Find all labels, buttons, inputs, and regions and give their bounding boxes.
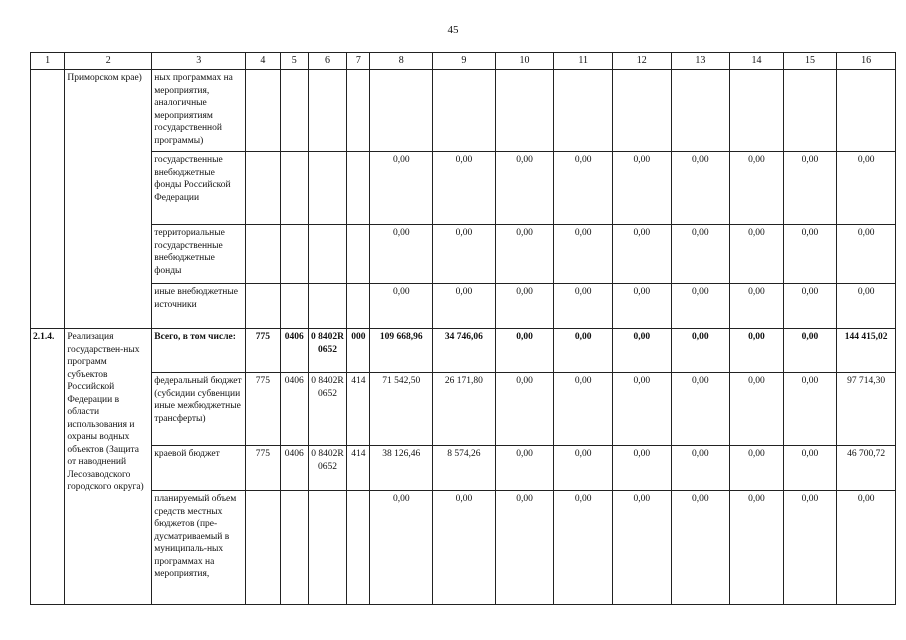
- header-cell: 2: [65, 53, 152, 70]
- header-row: [31, 53, 896, 70]
- header-cell: 13: [671, 53, 730, 70]
- value-cell: 0,00: [612, 491, 671, 605]
- code-cell: 775: [246, 446, 280, 491]
- header-cell: 16: [837, 53, 896, 70]
- code-cell: [308, 225, 346, 284]
- value-cell: 0,00: [671, 329, 730, 373]
- value-cell: 34 746,06: [433, 329, 496, 373]
- event-name-cell: Реализация государствен-ных программ субъектов Российской Федерации в области использования и охраны водных объектов (Защита от наводнений Лесозаводского городского округа): [65, 329, 152, 605]
- value-cell: 0,00: [612, 373, 671, 446]
- value-cell: 0,00: [495, 329, 554, 373]
- code-cell: [246, 70, 280, 152]
- value-cell: 0,00: [370, 284, 433, 329]
- value-cell: 0,00: [554, 491, 613, 605]
- value-cell: 0,00: [730, 491, 784, 605]
- value-cell: 0,00: [554, 152, 613, 225]
- code-cell: [280, 491, 308, 605]
- value-cell: 0,00: [612, 152, 671, 225]
- code-cell: [280, 70, 308, 152]
- value-cell: 0,00: [671, 446, 730, 491]
- value-cell: 0,00: [783, 152, 837, 225]
- value-cell: 0,00: [495, 152, 554, 225]
- code-cell: 0406: [280, 446, 308, 491]
- table-row: [31, 70, 896, 152]
- header-cell: 7: [347, 53, 370, 70]
- code-cell: 0 8402R 0652: [308, 446, 346, 491]
- code-cell: [246, 284, 280, 329]
- code-cell: [347, 225, 370, 284]
- header-cell: 10: [495, 53, 554, 70]
- header-cell: 6: [308, 53, 346, 70]
- value-cell: 0,00: [554, 284, 613, 329]
- budget-table: [30, 52, 896, 605]
- value-cell: 0,00: [671, 373, 730, 446]
- value-cell: 8 574,26: [433, 446, 496, 491]
- value-cell: 0,00: [783, 491, 837, 605]
- value-cell: 0,00: [370, 491, 433, 605]
- code-cell: 414: [347, 446, 370, 491]
- source-cell: Всего, в том числе:: [152, 329, 246, 373]
- value-cell: 0,00: [730, 284, 784, 329]
- value-cell: 0,00: [612, 329, 671, 373]
- value-cell: 26 171,80: [433, 373, 496, 446]
- value-cell: [370, 70, 433, 152]
- table-row: [31, 329, 896, 373]
- value-cell: 0,00: [671, 491, 730, 605]
- value-cell: [783, 70, 837, 152]
- code-cell: [347, 70, 370, 152]
- value-cell: 0,00: [730, 225, 784, 284]
- value-cell: 0,00: [730, 152, 784, 225]
- value-cell: [612, 70, 671, 152]
- value-cell: 0,00: [495, 225, 554, 284]
- table-row: [31, 152, 896, 225]
- value-cell: [433, 70, 496, 152]
- header-cell: 12: [612, 53, 671, 70]
- row-number-cell: 2.1.4.: [31, 329, 65, 605]
- value-cell: 109 668,96: [370, 329, 433, 373]
- value-cell: 0,00: [554, 225, 613, 284]
- value-cell: 0,00: [671, 152, 730, 225]
- table-row: [31, 491, 896, 605]
- value-cell: 46 700,72: [837, 446, 896, 491]
- value-cell: 0,00: [783, 446, 837, 491]
- value-cell: 0,00: [433, 491, 496, 605]
- code-cell: [308, 70, 346, 152]
- table-row: [31, 284, 896, 329]
- value-cell: 0,00: [783, 225, 837, 284]
- value-cell: 38 126,46: [370, 446, 433, 491]
- code-cell: 0 8402R 0652: [308, 329, 346, 373]
- page-number: 45: [447, 24, 459, 36]
- value-cell: 144 415,02: [837, 329, 896, 373]
- value-cell: 0,00: [837, 284, 896, 329]
- value-cell: 0,00: [554, 329, 613, 373]
- value-cell: 71 542,50: [370, 373, 433, 446]
- table-row: [31, 373, 896, 446]
- source-cell: территориальные государственные внебюджетные фонды: [152, 225, 246, 284]
- code-cell: 775: [246, 329, 280, 373]
- table-row: [31, 225, 896, 284]
- value-cell: 0,00: [837, 225, 896, 284]
- value-cell: 0,00: [612, 284, 671, 329]
- value-cell: [495, 70, 554, 152]
- row-number-cell: [31, 70, 65, 329]
- code-cell: [347, 491, 370, 605]
- code-cell: [280, 225, 308, 284]
- value-cell: 0,00: [730, 329, 784, 373]
- value-cell: [730, 70, 784, 152]
- code-cell: [308, 491, 346, 605]
- value-cell: 0,00: [837, 491, 896, 605]
- value-cell: 0,00: [495, 284, 554, 329]
- table-row: [31, 446, 896, 491]
- value-cell: 0,00: [554, 373, 613, 446]
- header-cell: 3: [152, 53, 246, 70]
- value-cell: 0,00: [730, 373, 784, 446]
- code-cell: 0406: [280, 373, 308, 446]
- code-cell: [246, 152, 280, 225]
- code-cell: 0 8402R 0652: [308, 373, 346, 446]
- code-cell: 414: [347, 373, 370, 446]
- header-cell: 9: [433, 53, 496, 70]
- code-cell: [308, 284, 346, 329]
- source-cell: государственные внебюджетные фонды Российской Федерации: [152, 152, 246, 225]
- value-cell: 0,00: [671, 225, 730, 284]
- code-cell: [280, 152, 308, 225]
- value-cell: 0,00: [837, 152, 896, 225]
- code-cell: 000: [347, 329, 370, 373]
- value-cell: 0,00: [612, 225, 671, 284]
- source-cell: ных программах на мероприятия, аналогичные мероприятиям государственной программы): [152, 70, 246, 152]
- code-cell: [280, 284, 308, 329]
- value-cell: 0,00: [783, 329, 837, 373]
- source-cell: краевой бюджет: [152, 446, 246, 491]
- header-cell: 14: [730, 53, 784, 70]
- value-cell: 0,00: [370, 152, 433, 225]
- value-cell: [554, 70, 613, 152]
- code-cell: [246, 225, 280, 284]
- value-cell: [671, 70, 730, 152]
- source-cell: иные внебюджетные источники: [152, 284, 246, 329]
- value-cell: 0,00: [730, 446, 784, 491]
- value-cell: 0,00: [433, 284, 496, 329]
- event-name-cell: Приморском крае): [65, 70, 152, 329]
- value-cell: 0,00: [671, 284, 730, 329]
- value-cell: 0,00: [554, 446, 613, 491]
- header-cell: 4: [246, 53, 280, 70]
- header-cell: 8: [370, 53, 433, 70]
- value-cell: 0,00: [783, 373, 837, 446]
- header-cell: 1: [31, 53, 65, 70]
- code-cell: [347, 152, 370, 225]
- value-cell: 0,00: [783, 284, 837, 329]
- value-cell: 0,00: [495, 373, 554, 446]
- value-cell: 0,00: [433, 152, 496, 225]
- value-cell: 0,00: [612, 446, 671, 491]
- code-cell: [246, 491, 280, 605]
- code-cell: 775: [246, 373, 280, 446]
- code-cell: [308, 152, 346, 225]
- header-cell: 5: [280, 53, 308, 70]
- header-cell: 15: [783, 53, 837, 70]
- code-cell: [347, 284, 370, 329]
- header-cell: 11: [554, 53, 613, 70]
- code-cell: 0406: [280, 329, 308, 373]
- source-cell: планируемый объем средств местных бюджетов (пре-дусматриваемый в муниципаль-ных программах на мероприятия,: [152, 491, 246, 605]
- value-cell: 0,00: [495, 491, 554, 605]
- value-cell: 0,00: [370, 225, 433, 284]
- value-cell: [837, 70, 896, 152]
- value-cell: 0,00: [495, 446, 554, 491]
- value-cell: 0,00: [433, 225, 496, 284]
- value-cell: 97 714,30: [837, 373, 896, 446]
- source-cell: федеральный бюджет (субсидии субвенции иные межбюджетные трансферты): [152, 373, 246, 446]
